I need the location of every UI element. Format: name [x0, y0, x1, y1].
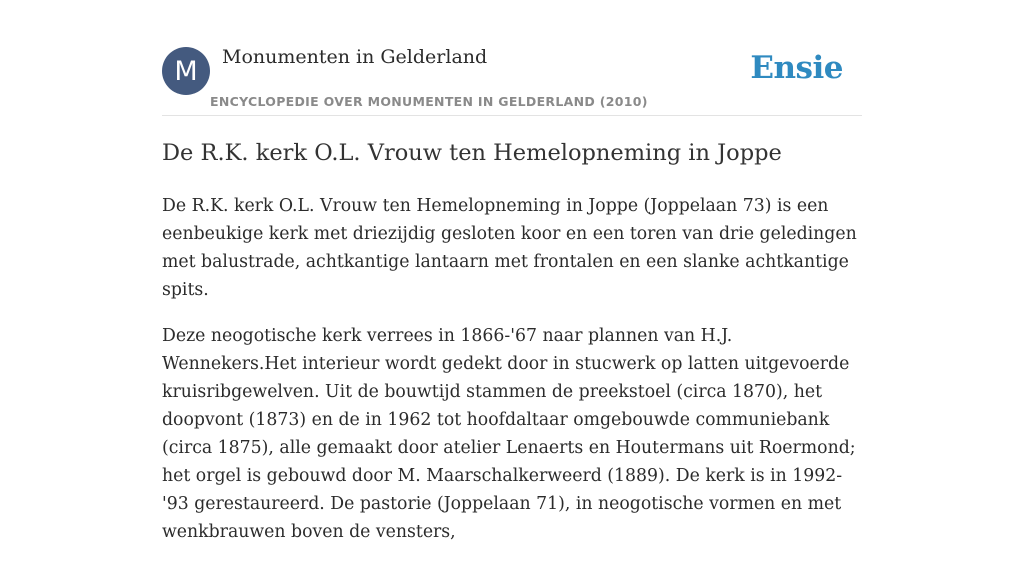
- source-subtitle: ENCYCLOPEDIE OVER MONUMENTEN IN GELDERLAND (2010): [210, 94, 648, 109]
- article-paragraph: Deze neogotische kerk verrees in 1866-'67 naar plannen van H.J. Wennekers.Het interieur wordt gedekt door in stucwerk op latten uitgevoerde kruisribgewelven. Uit de bouwtijd stammen de preekstoel (circa 1870), het doopvont (1873) en de in 1962 tot hoofdaltaar omgebouwde communiebank (circa 1875), alle gemaakt door atelier Lenaerts en Houtermans uit Roermond; het orgel is gebouwd door M. Maarschalkerweerd (1889). De kerk is in 1992-'93 gerestaureerd. De pastorie (Joppelaan 71), in neogotische vormen en met wenkbrauwen boven de vensters,: [162, 326, 856, 542]
- header-divider: [162, 115, 862, 116]
- article-paragraph: De R.K. kerk O.L. Vrouw ten Hemelopneming in Joppe (Joppelaan 73) is een eenbeukige kerk met driezijdig gesloten koor en een toren van drie geledingen met balustrade, achtkantige lantaarn met frontalen en een slanke achtkantige spits.: [162, 196, 857, 300]
- source-title[interactable]: Monumenten in Gelderland: [222, 46, 488, 68]
- ensie-logo[interactable]: Ensie: [750, 50, 843, 86]
- page-title: De R.K. kerk O.L. Vrouw ten Hemelopneming in Joppe: [162, 140, 782, 166]
- avatar-letter: M: [174, 55, 198, 87]
- article-body: [162, 192, 868, 564]
- avatar[interactable]: [162, 47, 210, 95]
